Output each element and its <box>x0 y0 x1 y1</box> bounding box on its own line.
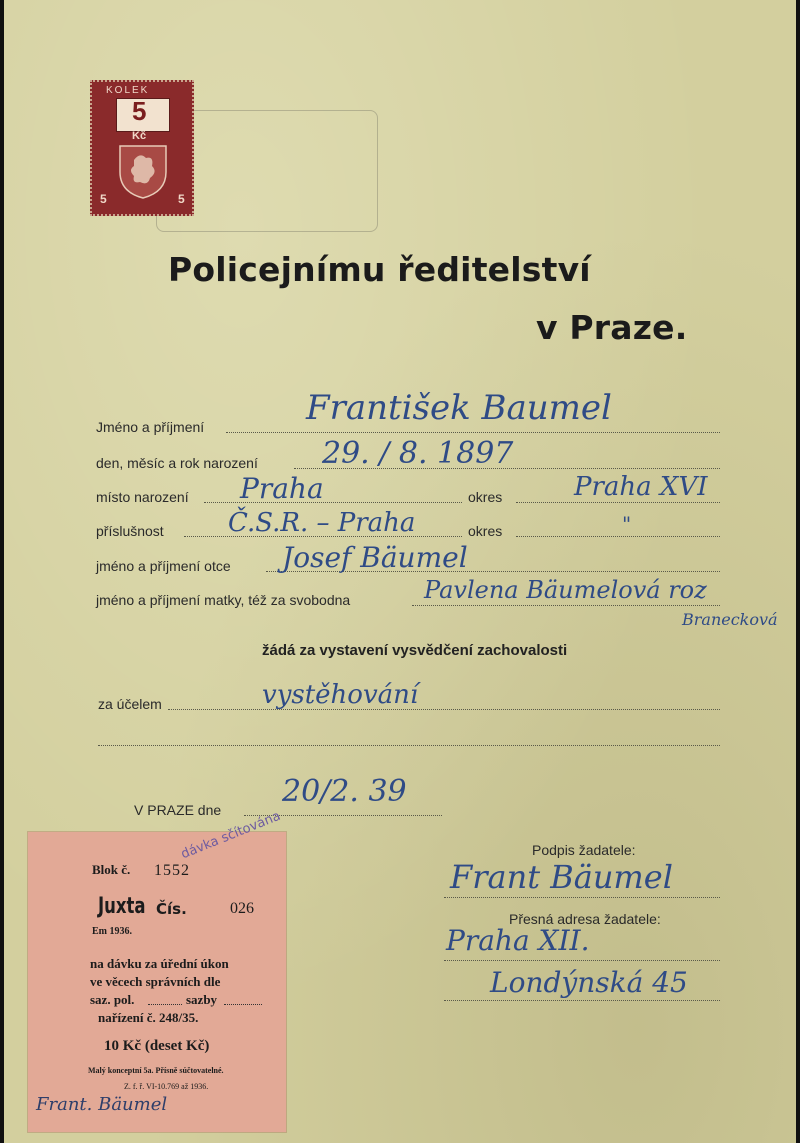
mother-maiden-value: Branecková <box>682 610 778 629</box>
receipt-text-1: na dávku za úřední úkon <box>90 956 229 971</box>
name-label: Jméno a příjmení <box>96 419 205 435</box>
receipt-dots-1 <box>148 1004 182 1005</box>
district-value: Praha XVI <box>574 472 708 502</box>
receipt-cis-number: 026 <box>230 900 254 917</box>
citizenship-value: Č.S.R. – Praha <box>228 508 416 538</box>
receipt-cis-label: Čís. <box>156 900 187 918</box>
address-line-1 <box>444 960 720 961</box>
mother-value: Pavlena Bäumelová roz <box>424 576 707 604</box>
district-line <box>516 502 720 503</box>
purpose-line-1 <box>168 709 720 710</box>
signature-label: Podpis žadatele: <box>532 842 636 858</box>
receipt-small-1: Malý konceptní 5a. Přísně súčtovatelné. <box>88 1066 224 1075</box>
stamp-corner-right: 5 <box>178 192 185 206</box>
district2-label: okres <box>468 523 503 539</box>
revenue-stamp <box>90 80 194 216</box>
receipt-text-4: nařízení č. 248/35. <box>98 1010 199 1025</box>
receipt-text-2: ve věcech správních dle <box>90 974 221 989</box>
stamp-currency: Kč <box>132 130 147 142</box>
address-label: Přesná adresa žadatele: <box>509 911 661 927</box>
purpose-label: za účelem <box>98 696 162 712</box>
name-value: František Baumel <box>306 388 612 428</box>
purpose-value: vystěhování <box>262 680 419 710</box>
district2-value: " <box>622 512 632 536</box>
receipt-text-3a: saz. pol. <box>90 992 135 1007</box>
heading-line-2: v Praze. <box>536 308 688 347</box>
father-label: jméno a příjmení otce <box>96 558 231 574</box>
address-line-2-value: Londýnská 45 <box>490 966 688 999</box>
receipt-amount: 10 Kč (deset Kč) <box>104 1038 210 1054</box>
receipt-block-number: 1552 <box>154 862 190 879</box>
signature-line <box>444 897 720 898</box>
birthplace-label: místo narození <box>96 489 189 505</box>
date-value: 20/2. 39 <box>282 774 407 809</box>
dob-value: 29. / 8. 1897 <box>322 436 514 471</box>
name-line <box>226 432 720 433</box>
stamp-top-text: KOLEK <box>106 85 150 96</box>
receipt-overstamp: dávka sčítována <box>179 808 283 863</box>
purpose-line-2 <box>98 745 720 746</box>
receipt-small-2: Z. f. ř. VI-10.769 až 1936. <box>124 1082 209 1091</box>
birthplace-value: Praha <box>240 472 324 505</box>
receipt-brand: Juxta <box>98 894 146 919</box>
receipt-block-label: Blok č. <box>92 862 131 877</box>
citizenship-label: příslušnost <box>96 523 164 539</box>
address-line-1-value: Praha XII. <box>446 924 590 957</box>
date-label: V PRAZE dne <box>134 802 222 818</box>
mother-line <box>412 605 720 606</box>
address-line-2 <box>444 1000 720 1001</box>
father-value: Josef Bäumel <box>282 541 468 574</box>
stamp-value: 5 <box>132 96 147 126</box>
lion-crest-icon <box>114 142 172 200</box>
receipt-em: Em 1936. <box>92 926 132 937</box>
receipt-dots-2 <box>224 1004 262 1005</box>
signature-value: Frant Bäumel <box>450 858 673 896</box>
stamp-corner-left: 5 <box>100 192 107 206</box>
district2-line <box>516 536 720 537</box>
district-label: okres <box>468 489 503 505</box>
request-text: žádá za vystavení vysvědčení zachovalosti <box>262 642 568 659</box>
mother-label: jméno a příjmení matky, též za svobodna <box>96 592 351 608</box>
document-page <box>4 0 796 1143</box>
heading-line-1: Policejnímu ředitelství <box>168 250 591 289</box>
receipt-handwritten-signature: Frant. Bäumel <box>36 1094 168 1115</box>
dob-label: den, měsíc a rok narození <box>96 455 258 471</box>
receipt-text-3b: sazby <box>186 992 218 1007</box>
